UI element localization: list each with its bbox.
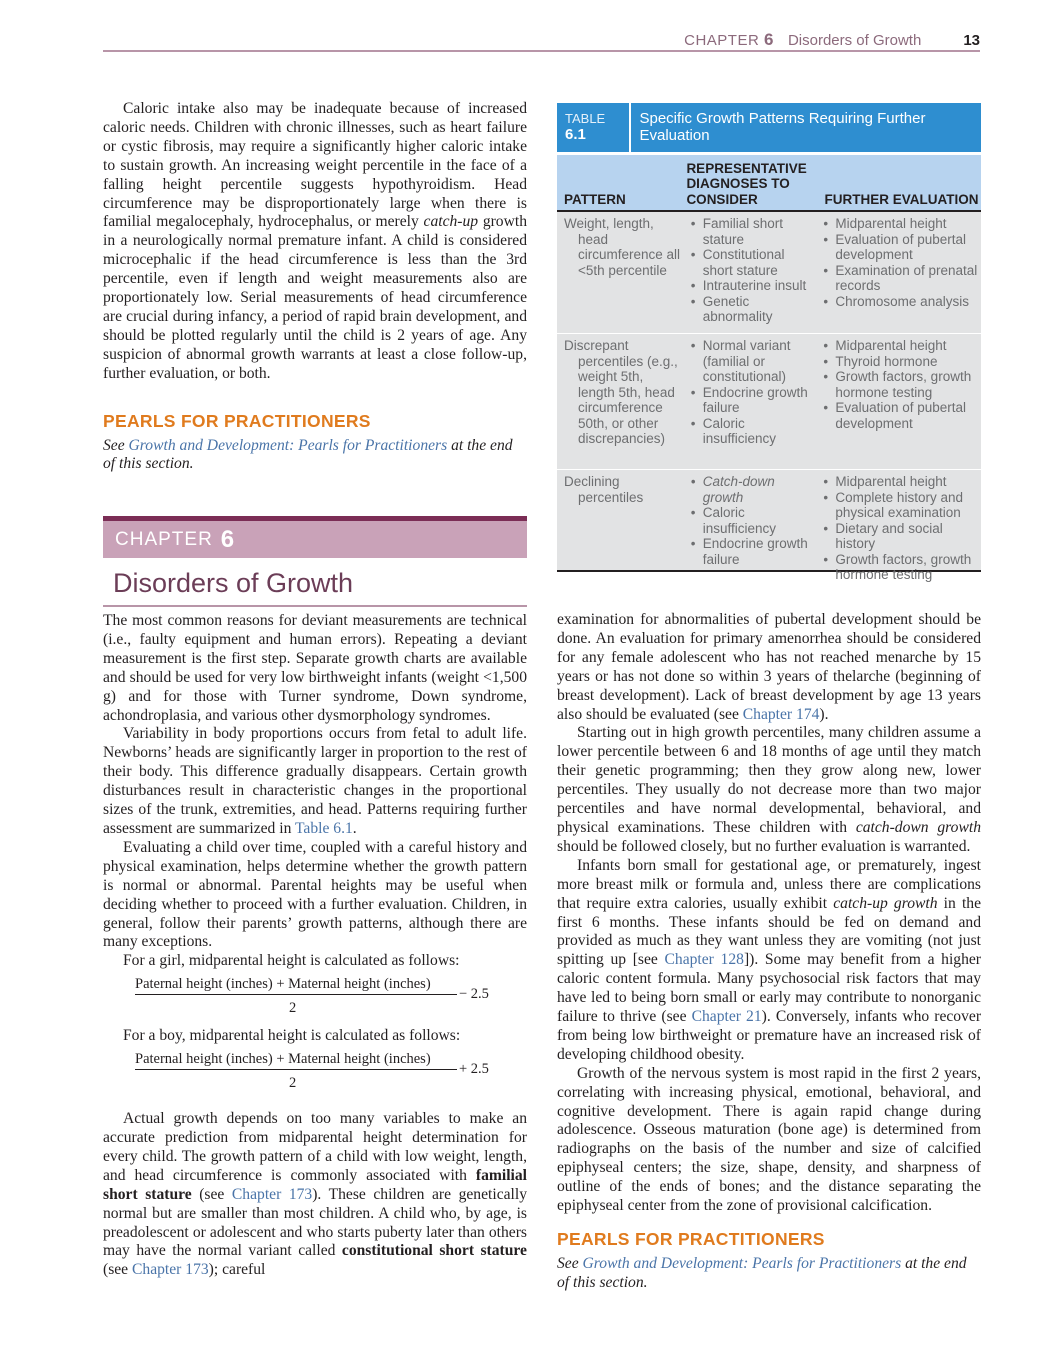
- table-cell-evaluation: [813, 338, 981, 463]
- paragraph: [557, 611, 981, 724]
- running-header-chapter-number: 6: [763, 30, 774, 49]
- table-title: Specific Growth Patterns Requiring Further Evaluation: [639, 110, 926, 144]
- boy-formula-intro: For a boy, midparental height is calculated as follows:: [123, 1027, 461, 1045]
- list-item: • Endocrine growth failure: [689, 536, 814, 567]
- chapter-link[interactable]: Chapter 174: [742, 705, 820, 723]
- running-header-chapter-word: CHAPTER: [684, 32, 760, 49]
- table-row: [557, 469, 981, 582]
- list-item: • Thyroid hormone: [821, 354, 981, 370]
- formula-line: [135, 994, 457, 995]
- list-item: • Evaluation of pubertal development: [821, 400, 981, 431]
- table-cell-diagnoses: [681, 338, 814, 463]
- girl-formula-intro: For a girl, midparental height is calculated as follows:: [123, 952, 460, 970]
- pearls-heading: PEARLS FOR PRACTITIONERS: [103, 410, 371, 431]
- table-cell-evaluation: [813, 216, 981, 327]
- table-row: [557, 212, 981, 333]
- running-header-chapter: [684, 30, 774, 50]
- chapter-link[interactable]: Chapter 173: [132, 1261, 209, 1279]
- page-number: 13: [963, 32, 980, 49]
- list-item: • Growth factors, growth hormone testing: [821, 369, 981, 400]
- paragraph: [103, 100, 527, 384]
- text: examination for abnormalities of pubertal development should be done. An evaluation for primary amenorrhea should be considered for any female adolescent who has not reached menarche by 15 years or has not done so within 3 years of thelarche (beginning of breast development). Lack of breast development by age 13 years also should be evaluated (see: [557, 611, 981, 723]
- list-item: • Complete history and physical examination: [821, 490, 981, 521]
- list-item: • Endocrine growth failure: [689, 385, 814, 416]
- table-cell-pattern: Discrepant percentiles (e.g., weight 5th, length 5th, head circumference 50th, or other discrepancies): [564, 338, 678, 446]
- text: Starting out in high growth percentiles, many children assume a lower percentile between 6 and 18 months of age until they match their genetic programming; then they grow along new, lower percentiles. They usually do not decrease more than two major percentiles and have normal developmental, behavioral, and physical examinations. These children with: [557, 724, 981, 836]
- chapter-title: Disorders of Growth: [113, 568, 354, 598]
- paragraph: [557, 724, 981, 856]
- table-cell-diagnoses: [681, 216, 814, 327]
- list-item: • Caloric insufficiency: [689, 416, 814, 447]
- paragraph: [557, 857, 981, 1065]
- banner-chapter-number: 6: [220, 525, 236, 553]
- list-item: • Dietary and social history: [821, 521, 981, 552]
- pearls-link[interactable]: Growth and Development: Pearls for Practitioners: [582, 1254, 902, 1272]
- paragraph: Growth of the nervous system is most rapid in the first 2 years, correlating with increasing physical, emotional, behavioral, and cognitive development. There is again rapid change during adolescence. Osseous maturation (bone age) is determined from radiographs on the basis of the number and size of calcified epiphyseal centers; the size, shape, density, and sharpness of outline of the ends of bones; and the distance separating the epiphyseal center from the zone of provisional calcification.: [557, 1064, 981, 1215]
- chapter-banner: [103, 516, 527, 607]
- formula-operator: − 2.5: [459, 986, 489, 1003]
- chapter-link[interactable]: Chapter 128: [664, 951, 744, 969]
- list-item: • Intrauterine insult: [689, 278, 814, 294]
- text: (see: [191, 1185, 232, 1203]
- table-link[interactable]: Table 6.1: [294, 819, 353, 837]
- column-header-pattern: PATTERN: [564, 191, 626, 207]
- text: in the first 6 months. These infants should be fed on demand and provided as much as they want unless they are vomiting (not just spitting up [see: [557, 894, 981, 969]
- list-item: • Growth factors, growth hormone testing: [821, 552, 981, 583]
- table-cell-diagnoses: [681, 474, 814, 567]
- text: ). Conversely, infants who recover from being low birthweight or premature have an increased risk of developing childhood obesity.: [557, 1008, 982, 1063]
- text: should be followed closely, but no further evaluation is warranted.: [557, 837, 971, 855]
- table-cell-evaluation: [813, 474, 981, 582]
- header-rule: [103, 50, 980, 52]
- text: at the end of this section.: [103, 436, 513, 473]
- list-item: • Normal variant (familial or constitutional): [689, 338, 814, 385]
- text: See: [557, 1254, 583, 1272]
- paragraph: [103, 725, 527, 838]
- column-header-diagnoses: REPRESENTATIVE DIAGNOSES TO CONSIDER: [686, 160, 807, 207]
- list-item: • Evaluation of pubertal development: [821, 232, 981, 263]
- text: .: [352, 819, 357, 837]
- paragraph: The most common reasons for deviant measurements are technical (i.e., faulty equipment and human errors). Repeating a deviant measurement is the first step. Separate growth charts are available and should be used for very low birthweight infants (weight <1,500 g) and for those with Turner syndrome, Down syndrome, achondroplasia, and various other dysmorphology syndromes.: [103, 612, 527, 724]
- text: ). These children are genetically normal but are smaller than most children. A child who, by age, is preadolescent or adolescent and who starts puberty later than others may have the normal variant called: [103, 1185, 527, 1260]
- text: at the end of this section.: [557, 1254, 967, 1291]
- formula-line: [135, 1069, 457, 1070]
- chapter-title-rule: [103, 605, 527, 607]
- banner-chapter-word: CHAPTER: [115, 528, 213, 550]
- list-item: • Genetic abnormality: [689, 294, 814, 325]
- table-row: [557, 333, 981, 469]
- table-label: [557, 103, 631, 152]
- list-item: • Chromosome analysis: [821, 294, 981, 310]
- pearls-heading: PEARLS FOR PRACTITIONERS: [557, 1229, 825, 1249]
- formula-operator: + 2.5: [459, 1061, 489, 1078]
- paragraph: Evaluating a child over time, coupled with a careful history and physical examination, helps determine whether the growth pattern is normal or abnormal. Parental heights may be useful when deciding whether to proceed with a further evaluation. Children, in general, follow their parents’ growth patterns, although there are many exceptions.: [103, 838, 527, 951]
- left-column-body: [103, 612, 527, 1280]
- list-item: • Midparental height: [821, 216, 981, 232]
- table-cell-pattern: Weight, length, head circumference all <5th percentile: [564, 216, 681, 278]
- text: Infants born small for gestational age, or prematurely, ingest more breast milk or formula and, unless there are complications that require extra calories, usually exhibit: [557, 856, 981, 912]
- list-item: • Catch-down growth: [689, 474, 814, 505]
- table-label-word: TABLE: [565, 111, 606, 126]
- pearls-text: [103, 437, 527, 475]
- column-header-evaluation: FURTHER EVALUATION: [824, 191, 979, 207]
- right-column-body: [557, 611, 981, 1293]
- boy-formula: [103, 1050, 527, 1098]
- italic-term: catch-down growth: [855, 818, 982, 836]
- running-header-title: Disorders of Growth: [787, 32, 922, 49]
- text: Actual growth depends on too many variables to make an accurate prediction from midparental height determination for every child. The growth pattern of a child with low weight, length, and head circumference is commonly associated with: [103, 1110, 527, 1184]
- chapter-link[interactable]: Chapter 21: [691, 1008, 762, 1026]
- text: (see: [103, 1261, 133, 1279]
- pearls-text: [557, 1255, 981, 1293]
- list-item: • Midparental height: [821, 474, 981, 490]
- table-column-headers: [557, 155, 981, 212]
- bold-term: constitutional short stature: [341, 1242, 527, 1260]
- table-cell-pattern: Declining percentiles: [564, 474, 644, 505]
- formula-denominator: 2: [289, 1000, 297, 1017]
- text: Variability in body proportions occurs from fetal to adult life. Newborns’ heads are significantly larger in proportion to the rest of their body. This difference gradually disappears. Certain growth disturbances result in characteristic changes in the proportional sizes of the trunk, extremities, and head. Patterns requiring further assessment are summarized in: [103, 725, 527, 837]
- table-body: [557, 212, 981, 582]
- left-column-top: [103, 100, 527, 474]
- formula-numerator: Paternal height (inches) + Maternal height (inches): [135, 1051, 431, 1068]
- chapter-link[interactable]: Chapter 173: [231, 1185, 313, 1203]
- text: Caloric intake also may be inadequate because of increased caloric needs. Children with chronic illnesses, such as heart failure or cystic fibrosis, may require a significantly higher caloric intake to sustain growth. An increasing weight percentile in the face of a falling height percentile suggests hypothyroidism. Head circumference may be disproportionately large when there is familial megalocephaly, hydrocephalus, or merely: [103, 100, 527, 231]
- list-item: • Familial short stature: [689, 216, 814, 247]
- banner-chapter-band: [103, 521, 527, 558]
- list-item: • Examination of prenatal records: [821, 263, 981, 294]
- table-title-bar: [557, 103, 981, 152]
- running-header: [684, 30, 980, 50]
- text: ); careful: [208, 1261, 266, 1279]
- bold-term: familial short stature: [103, 1166, 527, 1203]
- list-item: • Constitutional short stature: [689, 247, 814, 278]
- pearls-link[interactable]: Growth and Development: Pearls for Practitioners: [128, 436, 448, 454]
- list-item: • Midparental height: [821, 338, 981, 354]
- text: ]). Some may benefit from a higher caloric content formula. Many psychosocial risk factors that may have led to being born small or early may contribute to nonorganic failure to thrive (see: [557, 951, 982, 1026]
- paragraph: [103, 1110, 527, 1280]
- italic-term: catch-up: [423, 213, 479, 231]
- table-number: 6.1: [565, 125, 586, 143]
- text: growth in a neurologically normal premature infant. A child is considered microcephalic if the head circumference is less than the 3rd percentile, even if length and weight measurements also are proportionately low. Serial measurements of head circumference are crucial during infancy, a period of rapid brain development, and should be plotted regularly until the child is 2 years of age. Any suspicion of abnormal growth warrants at least a close follow-up, further evaluation, or both.: [103, 213, 527, 382]
- table-6-1: [557, 103, 981, 582]
- italic-term: catch-up growth: [833, 894, 938, 912]
- formula-numerator: Paternal height (inches) + Maternal height (inches): [135, 976, 431, 993]
- girl-formula: [103, 975, 527, 1023]
- list-item: • Caloric insufficiency: [689, 505, 814, 536]
- text: See: [103, 436, 129, 454]
- formula-denominator: 2: [289, 1075, 297, 1092]
- text: ).: [819, 705, 829, 723]
